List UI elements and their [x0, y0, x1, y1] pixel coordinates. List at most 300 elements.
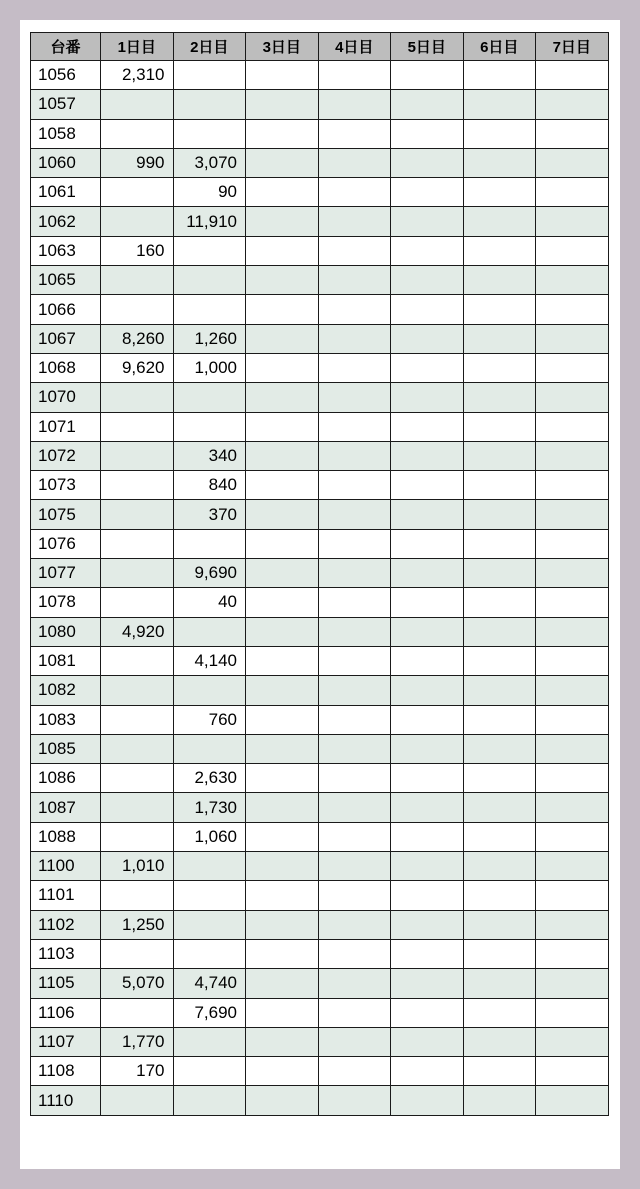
table-row — [31, 676, 609, 705]
day-4-value-cell — [318, 471, 391, 500]
day-6-value-cell — [463, 646, 536, 675]
table-row — [31, 207, 609, 236]
day-1-value-cell — [101, 881, 174, 910]
table-row — [31, 910, 609, 939]
machine-number-cell: 1103 — [31, 939, 101, 968]
day-1-value-cell: 5,070 — [101, 969, 174, 998]
day-2-value-cell: 4,740 — [173, 969, 246, 998]
day-3-value-cell — [246, 1086, 319, 1115]
day-4-value-cell — [318, 881, 391, 910]
day-1-value-cell — [101, 471, 174, 500]
day-7-value-cell — [536, 734, 609, 763]
day-1-value-cell — [101, 705, 174, 734]
day-1-value-cell — [101, 939, 174, 968]
day-1-value-cell — [101, 119, 174, 148]
table-row — [31, 236, 609, 265]
day-6-value-cell — [463, 998, 536, 1027]
day-4-value-cell — [318, 324, 391, 353]
table-row — [31, 705, 609, 734]
day-7-value-cell — [536, 822, 609, 851]
day-4-value-cell — [318, 61, 391, 90]
day-1-value-cell — [101, 412, 174, 441]
day-2-value-cell — [173, 266, 246, 295]
column-header-day-6: 6日目 — [463, 33, 536, 61]
day-2-value-cell — [173, 90, 246, 119]
day-2-value-cell: 760 — [173, 705, 246, 734]
day-6-value-cell — [463, 471, 536, 500]
day-4-value-cell — [318, 412, 391, 441]
day-5-value-cell — [391, 646, 464, 675]
table-row — [31, 412, 609, 441]
day-3-value-cell — [246, 412, 319, 441]
day-4-value-cell — [318, 852, 391, 881]
day-2-value-cell — [173, 852, 246, 881]
day-6-value-cell — [463, 559, 536, 588]
day-1-value-cell — [101, 441, 174, 470]
day-1-value-cell — [101, 90, 174, 119]
day-5-value-cell — [391, 852, 464, 881]
table-row — [31, 1057, 609, 1086]
day-3-value-cell — [246, 998, 319, 1027]
machine-number-cell: 1102 — [31, 910, 101, 939]
day-4-value-cell — [318, 939, 391, 968]
day-2-value-cell: 1,260 — [173, 324, 246, 353]
machine-number-cell: 1108 — [31, 1057, 101, 1086]
day-5-value-cell — [391, 383, 464, 412]
day-1-value-cell — [101, 588, 174, 617]
header-row — [31, 33, 609, 61]
machine-number-cell: 1056 — [31, 61, 101, 90]
day-2-value-cell — [173, 676, 246, 705]
day-2-value-cell — [173, 295, 246, 324]
machine-number-cell: 1061 — [31, 178, 101, 207]
day-1-value-cell: 8,260 — [101, 324, 174, 353]
day-4-value-cell — [318, 383, 391, 412]
day-5-value-cell — [391, 939, 464, 968]
day-4-value-cell — [318, 822, 391, 851]
day-1-value-cell — [101, 734, 174, 763]
day-3-value-cell — [246, 207, 319, 236]
day-4-value-cell — [318, 646, 391, 675]
day-4-value-cell — [318, 559, 391, 588]
table-row — [31, 383, 609, 412]
machine-number-cell: 1083 — [31, 705, 101, 734]
day-4-value-cell — [318, 119, 391, 148]
day-7-value-cell — [536, 61, 609, 90]
day-6-value-cell — [463, 441, 536, 470]
day-2-value-cell — [173, 119, 246, 148]
day-5-value-cell — [391, 1057, 464, 1086]
day-6-value-cell — [463, 353, 536, 382]
day-5-value-cell — [391, 998, 464, 1027]
day-7-value-cell — [536, 353, 609, 382]
table-card — [20, 20, 620, 1169]
day-5-value-cell — [391, 207, 464, 236]
table-row — [31, 822, 609, 851]
day-4-value-cell — [318, 236, 391, 265]
day-7-value-cell — [536, 412, 609, 441]
machine-number-cell: 1106 — [31, 998, 101, 1027]
day-3-value-cell — [246, 471, 319, 500]
day-6-value-cell — [463, 178, 536, 207]
day-7-value-cell — [536, 910, 609, 939]
machine-number-cell: 1080 — [31, 617, 101, 646]
machine-number-cell: 1110 — [31, 1086, 101, 1115]
day-6-value-cell — [463, 705, 536, 734]
day-7-value-cell — [536, 881, 609, 910]
day-5-value-cell — [391, 617, 464, 646]
table-row — [31, 471, 609, 500]
day-1-value-cell: 170 — [101, 1057, 174, 1086]
day-2-value-cell: 370 — [173, 500, 246, 529]
day-5-value-cell — [391, 90, 464, 119]
day-1-value-cell — [101, 822, 174, 851]
day-1-value-cell — [101, 529, 174, 558]
day-2-value-cell: 340 — [173, 441, 246, 470]
day-6-value-cell — [463, 852, 536, 881]
day-3-value-cell — [246, 910, 319, 939]
day-3-value-cell — [246, 852, 319, 881]
day-6-value-cell — [463, 1027, 536, 1056]
machine-number-cell: 1086 — [31, 764, 101, 793]
day-7-value-cell — [536, 559, 609, 588]
day-7-value-cell — [536, 500, 609, 529]
day-7-value-cell — [536, 998, 609, 1027]
day-7-value-cell — [536, 676, 609, 705]
day-4-value-cell — [318, 1086, 391, 1115]
column-header-day-4: 4日目 — [318, 33, 391, 61]
day-7-value-cell — [536, 939, 609, 968]
day-2-value-cell: 7,690 — [173, 998, 246, 1027]
day-7-value-cell — [536, 90, 609, 119]
day-6-value-cell — [463, 969, 536, 998]
day-2-value-cell — [173, 734, 246, 763]
day-2-value-cell — [173, 1057, 246, 1086]
day-6-value-cell — [463, 910, 536, 939]
day-3-value-cell — [246, 178, 319, 207]
table-row — [31, 559, 609, 588]
machine-number-cell: 1060 — [31, 148, 101, 177]
day-1-value-cell: 1,770 — [101, 1027, 174, 1056]
table-row — [31, 295, 609, 324]
day-7-value-cell — [536, 236, 609, 265]
day-3-value-cell — [246, 500, 319, 529]
day-5-value-cell — [391, 705, 464, 734]
day-1-value-cell — [101, 266, 174, 295]
day-6-value-cell — [463, 881, 536, 910]
machine-number-cell: 1057 — [31, 90, 101, 119]
day-2-value-cell — [173, 1086, 246, 1115]
table-body — [31, 61, 609, 1116]
table-row — [31, 529, 609, 558]
day-1-value-cell — [101, 1086, 174, 1115]
day-7-value-cell — [536, 1027, 609, 1056]
day-1-value-cell — [101, 559, 174, 588]
day-7-value-cell — [536, 383, 609, 412]
machine-number-cell: 1085 — [31, 734, 101, 763]
day-4-value-cell — [318, 793, 391, 822]
day-2-value-cell — [173, 881, 246, 910]
column-header-machine-number: 台番 — [31, 33, 101, 61]
day-5-value-cell — [391, 266, 464, 295]
machine-number-cell: 1087 — [31, 793, 101, 822]
day-5-value-cell — [391, 471, 464, 500]
day-7-value-cell — [536, 178, 609, 207]
machine-number-cell: 1107 — [31, 1027, 101, 1056]
day-4-value-cell — [318, 910, 391, 939]
day-5-value-cell — [391, 793, 464, 822]
day-1-value-cell — [101, 500, 174, 529]
day-7-value-cell — [536, 441, 609, 470]
table-row — [31, 148, 609, 177]
day-4-value-cell — [318, 266, 391, 295]
day-6-value-cell — [463, 793, 536, 822]
day-6-value-cell — [463, 500, 536, 529]
day-5-value-cell — [391, 295, 464, 324]
day-3-value-cell — [246, 441, 319, 470]
day-4-value-cell — [318, 207, 391, 236]
machine-number-cell: 1075 — [31, 500, 101, 529]
machine-number-cell: 1081 — [31, 646, 101, 675]
day-3-value-cell — [246, 646, 319, 675]
day-5-value-cell — [391, 1086, 464, 1115]
column-header-day-3: 3日目 — [246, 33, 319, 61]
day-7-value-cell — [536, 119, 609, 148]
day-2-value-cell: 1,000 — [173, 353, 246, 382]
day-2-value-cell: 2,630 — [173, 764, 246, 793]
table-row — [31, 441, 609, 470]
day-1-value-cell — [101, 646, 174, 675]
day-4-value-cell — [318, 734, 391, 763]
day-5-value-cell — [391, 969, 464, 998]
day-3-value-cell — [246, 939, 319, 968]
table-row — [31, 939, 609, 968]
column-header-day-1: 1日目 — [101, 33, 174, 61]
day-5-value-cell — [391, 529, 464, 558]
day-1-value-cell: 4,920 — [101, 617, 174, 646]
table-row — [31, 1027, 609, 1056]
day-7-value-cell — [536, 207, 609, 236]
day-3-value-cell — [246, 617, 319, 646]
day-4-value-cell — [318, 295, 391, 324]
day-3-value-cell — [246, 822, 319, 851]
table-row — [31, 793, 609, 822]
day-3-value-cell — [246, 559, 319, 588]
day-5-value-cell — [391, 1027, 464, 1056]
machine-number-cell: 1062 — [31, 207, 101, 236]
day-7-value-cell — [536, 852, 609, 881]
day-2-value-cell — [173, 617, 246, 646]
day-7-value-cell — [536, 793, 609, 822]
day-6-value-cell — [463, 1086, 536, 1115]
day-4-value-cell — [318, 178, 391, 207]
day-1-value-cell — [101, 207, 174, 236]
day-4-value-cell — [318, 588, 391, 617]
table-row — [31, 353, 609, 382]
day-3-value-cell — [246, 324, 319, 353]
day-6-value-cell — [463, 295, 536, 324]
day-1-value-cell — [101, 295, 174, 324]
day-6-value-cell — [463, 324, 536, 353]
day-2-value-cell: 90 — [173, 178, 246, 207]
day-1-value-cell: 2,310 — [101, 61, 174, 90]
table-row — [31, 852, 609, 881]
day-7-value-cell — [536, 646, 609, 675]
day-1-value-cell: 990 — [101, 148, 174, 177]
day-3-value-cell — [246, 383, 319, 412]
day-2-value-cell: 4,140 — [173, 646, 246, 675]
day-5-value-cell — [391, 734, 464, 763]
day-3-value-cell — [246, 353, 319, 382]
table-row — [31, 734, 609, 763]
table-row — [31, 998, 609, 1027]
day-3-value-cell — [246, 676, 319, 705]
day-6-value-cell — [463, 207, 536, 236]
day-6-value-cell — [463, 939, 536, 968]
day-5-value-cell — [391, 676, 464, 705]
day-6-value-cell — [463, 529, 536, 558]
day-3-value-cell — [246, 1057, 319, 1086]
table-row — [31, 646, 609, 675]
day-6-value-cell — [463, 412, 536, 441]
day-7-value-cell — [536, 148, 609, 177]
day-4-value-cell — [318, 441, 391, 470]
day-7-value-cell — [536, 764, 609, 793]
day-7-value-cell — [536, 324, 609, 353]
table-row — [31, 266, 609, 295]
table-row — [31, 500, 609, 529]
day-1-value-cell — [101, 764, 174, 793]
table-row — [31, 90, 609, 119]
day-4-value-cell — [318, 148, 391, 177]
day-7-value-cell — [536, 1057, 609, 1086]
machine-number-cell: 1100 — [31, 852, 101, 881]
machine-number-cell: 1066 — [31, 295, 101, 324]
day-2-value-cell — [173, 1027, 246, 1056]
machine-number-cell: 1088 — [31, 822, 101, 851]
day-3-value-cell — [246, 295, 319, 324]
day-2-value-cell — [173, 910, 246, 939]
machine-number-cell: 1073 — [31, 471, 101, 500]
day-1-value-cell — [101, 178, 174, 207]
column-header-day-2: 2日目 — [173, 33, 246, 61]
day-4-value-cell — [318, 617, 391, 646]
table-row — [31, 764, 609, 793]
day-7-value-cell — [536, 529, 609, 558]
machine-number-cell: 1058 — [31, 119, 101, 148]
table-row — [31, 119, 609, 148]
machine-number-cell: 1070 — [31, 383, 101, 412]
day-2-value-cell: 840 — [173, 471, 246, 500]
day-1-value-cell: 160 — [101, 236, 174, 265]
day-2-value-cell — [173, 939, 246, 968]
day-3-value-cell — [246, 529, 319, 558]
day-7-value-cell — [536, 266, 609, 295]
day-6-value-cell — [463, 90, 536, 119]
day-3-value-cell — [246, 588, 319, 617]
day-4-value-cell — [318, 764, 391, 793]
day-7-value-cell — [536, 295, 609, 324]
table-row — [31, 588, 609, 617]
day-7-value-cell — [536, 705, 609, 734]
machine-number-cell: 1065 — [31, 266, 101, 295]
day-1-value-cell: 1,250 — [101, 910, 174, 939]
day-3-value-cell — [246, 236, 319, 265]
table-row — [31, 61, 609, 90]
day-6-value-cell — [463, 764, 536, 793]
machine-payout-table — [30, 32, 609, 1116]
day-6-value-cell — [463, 734, 536, 763]
day-7-value-cell — [536, 1086, 609, 1115]
day-3-value-cell — [246, 764, 319, 793]
day-3-value-cell — [246, 119, 319, 148]
day-2-value-cell: 1,730 — [173, 793, 246, 822]
day-4-value-cell — [318, 998, 391, 1027]
day-5-value-cell — [391, 500, 464, 529]
day-5-value-cell — [391, 324, 464, 353]
day-5-value-cell — [391, 910, 464, 939]
day-6-value-cell — [463, 61, 536, 90]
day-1-value-cell — [101, 676, 174, 705]
day-5-value-cell — [391, 764, 464, 793]
day-6-value-cell — [463, 266, 536, 295]
day-3-value-cell — [246, 90, 319, 119]
day-6-value-cell — [463, 588, 536, 617]
day-2-value-cell — [173, 412, 246, 441]
day-4-value-cell — [318, 969, 391, 998]
table-row — [31, 178, 609, 207]
day-3-value-cell — [246, 266, 319, 295]
machine-number-cell: 1063 — [31, 236, 101, 265]
day-3-value-cell — [246, 734, 319, 763]
day-5-value-cell — [391, 559, 464, 588]
day-4-value-cell — [318, 705, 391, 734]
day-7-value-cell — [536, 471, 609, 500]
day-3-value-cell — [246, 705, 319, 734]
day-3-value-cell — [246, 969, 319, 998]
day-3-value-cell — [246, 793, 319, 822]
day-3-value-cell — [246, 148, 319, 177]
day-5-value-cell — [391, 412, 464, 441]
day-3-value-cell — [246, 61, 319, 90]
day-3-value-cell — [246, 881, 319, 910]
day-2-value-cell — [173, 236, 246, 265]
day-2-value-cell: 9,690 — [173, 559, 246, 588]
day-6-value-cell — [463, 1057, 536, 1086]
day-4-value-cell — [318, 90, 391, 119]
day-6-value-cell — [463, 676, 536, 705]
day-5-value-cell — [391, 881, 464, 910]
day-5-value-cell — [391, 822, 464, 851]
day-6-value-cell — [463, 148, 536, 177]
table-row — [31, 1086, 609, 1115]
day-1-value-cell — [101, 793, 174, 822]
machine-number-cell: 1105 — [31, 969, 101, 998]
day-6-value-cell — [463, 383, 536, 412]
table-row — [31, 324, 609, 353]
day-1-value-cell — [101, 383, 174, 412]
day-5-value-cell — [391, 119, 464, 148]
table-row — [31, 881, 609, 910]
day-5-value-cell — [391, 178, 464, 207]
day-4-value-cell — [318, 1027, 391, 1056]
day-5-value-cell — [391, 441, 464, 470]
day-7-value-cell — [536, 617, 609, 646]
day-2-value-cell — [173, 529, 246, 558]
machine-number-cell: 1078 — [31, 588, 101, 617]
day-4-value-cell — [318, 1057, 391, 1086]
machine-number-cell: 1076 — [31, 529, 101, 558]
